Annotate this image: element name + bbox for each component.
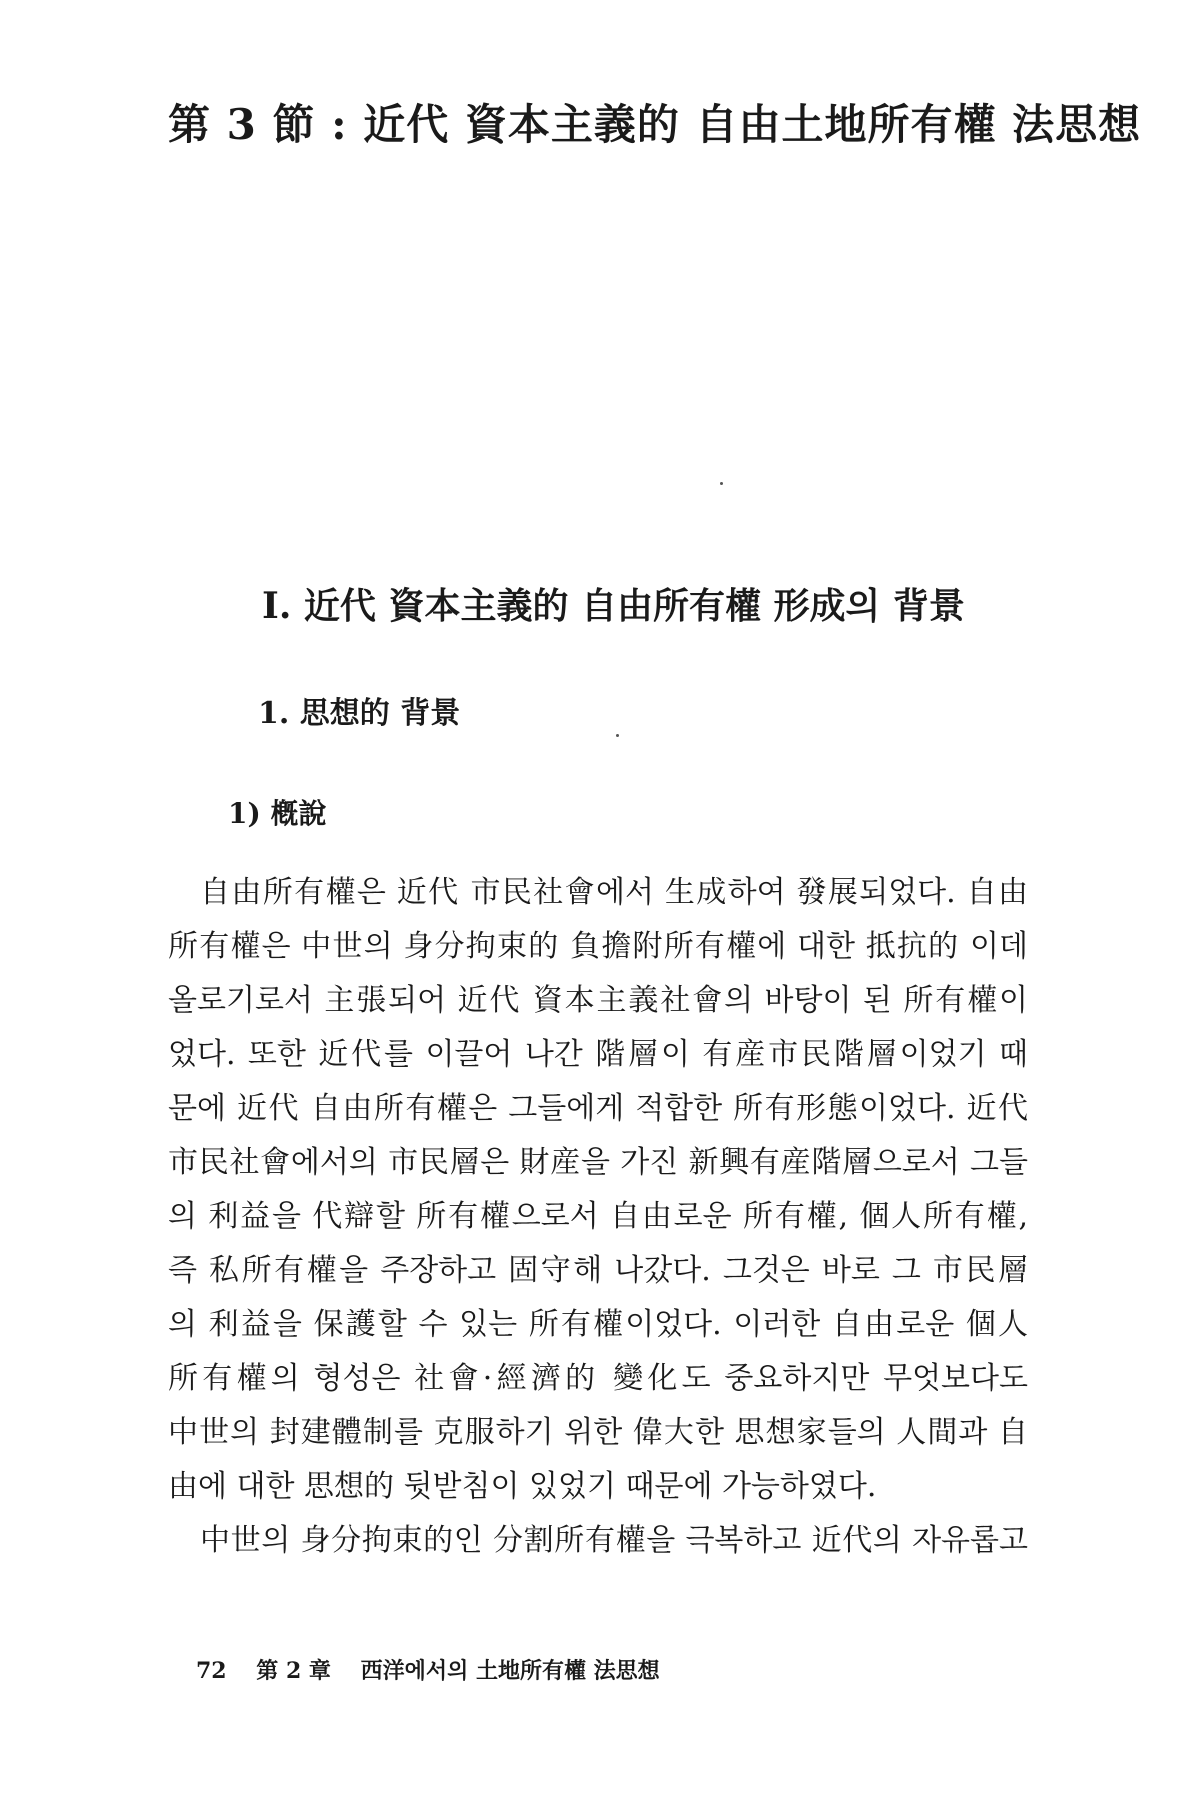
body-line: 由에 대한 思想的 뒷받침이 있었기 때문에 가능하였다.: [168, 1469, 877, 1504]
scan-speck: [720, 482, 723, 485]
footer-chapter: 第 2 章: [256, 1658, 331, 1684]
body-line: 中世의 封建體制를 克服하기 위한 偉大한 思想家들의 人間과 自: [168, 1415, 1028, 1450]
footer-chapter-title: 西洋에서의 土地所有權 法思想: [360, 1658, 660, 1684]
body-line: 自由所有權은 近代 市民社會에서 生成하여 發展되었다. 自由: [200, 875, 1028, 910]
chapter-heading: Ⅰ. 近代 資本主義的 自由所有權 形成의 背景: [262, 585, 965, 627]
body-line: 의 利益을 保護할 수 있는 所有權이었다. 이러한 自由로운 個人: [168, 1307, 1028, 1342]
body-line: 문에 近代 自由所有權은 그들에게 적합한 所有形態이었다. 近代: [168, 1091, 1028, 1126]
body-line: 었다. 또한 近代를 이끌어 나간 階層이 有産市民階層이었기 때: [168, 1037, 1028, 1072]
body-line: 所有權의 형성은 社會·經濟的 變化도 중요하지만 무엇보다도: [168, 1361, 1028, 1396]
body-line: 즉 私所有權을 주장하고 固守해 나갔다. 그것은 바로 그 市民層: [168, 1253, 1028, 1288]
body-line: 所有權은 中世의 身分拘束的 負擔附所有權에 대한 抵抗的 이데: [168, 929, 1028, 964]
page-number: 72: [196, 1658, 227, 1684]
scan-speck: [616, 734, 619, 737]
sub-heading: 1. 思想的 背景: [258, 696, 461, 731]
page-footer: [196, 1654, 682, 1685]
body-text: [168, 866, 1028, 1568]
body-line: 의 利益을 代辯할 所有權으로서 自由로운 所有權, 個人所有權,: [168, 1199, 1028, 1234]
body-line: 市民社會에서의 市民層은 財産을 가진 新興有産階層으로서 그들: [168, 1145, 1028, 1180]
section-title: 第 3 節 : 近代 資本主義的 自由土地所有權 法思想: [168, 100, 1142, 149]
sub-sub-heading: 1) 槪說: [228, 797, 327, 830]
body-line: 올로기로서 主張되어 近代 資本主義社會의 바탕이 된 所有權이: [168, 983, 1028, 1018]
body-line: 中世의 身分拘束的인 分割所有權을 극복하고 近代의 자유롭고: [200, 1523, 1028, 1558]
